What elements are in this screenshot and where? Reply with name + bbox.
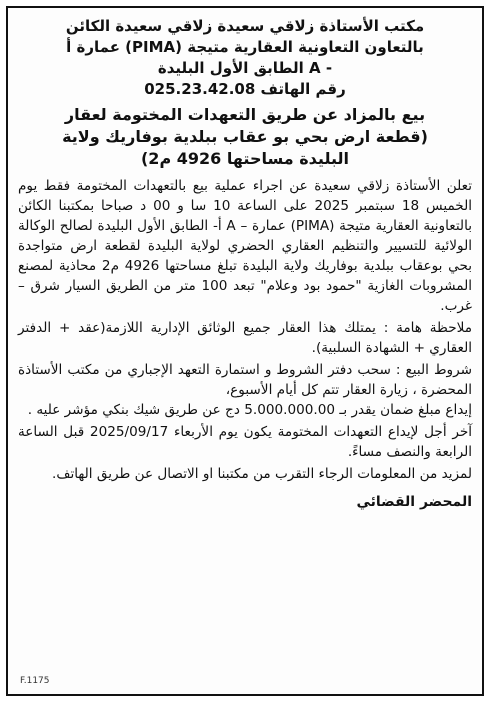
- deposit-conditions: إيداع مبلغ ضمان يقدر بـ 5.000.000.00 دج عن طريق شيك بنكي مؤشر عليه .: [27, 402, 472, 418]
- important-note: ملاحظة هامة : يمتلك هذا العقار جميع الوثائق الإدارية اللازمة(عقد + الدفتر العقاري + الشهادة السلبية).: [18, 320, 472, 356]
- reference-code: F.1175: [20, 676, 50, 686]
- notice-title-line1: بيع بالمزاد عن طريق التعهدات المختومة لعقار: [64, 105, 426, 124]
- announcement-paragraph: تعلن الأستاذة زلاقي سعيدة عن اجراء عملية بيع بالتعهدات المختومة فقط يوم الخميس 18 سبتمبر 2025 على الساعة 10 سا و 00 د صباحا بمكتبنا الكائن بالتعاونية العقارية متيجة (PIMA) عمارة – A أ- الطابق الأول البليدة لصالح الوكالة الولائية للتسيير والتنظيم العقاري الحضري لولاية البليدة لقطعة ارض متواجدة بحي بوعقاب ببلدية بوفاريك ولاية البليدة تبلغ مساحتها 4926 م2 محاذية لمصنع المشروبات الغازية "حمود بود وعلام" تبعد 100 متر من الطريق السيار شرق – غرب.: [18, 178, 473, 314]
- contact-info: لمزيد من المعلومات الرجاء التقرب من مكتبنا او الاتصال عن طريق الهاتف.: [52, 466, 472, 482]
- notice-title-line3: البليدة مساحتها 4926 م2): [140, 149, 350, 168]
- notice-title-line2: (قطعة ارض بحي بو عقاب ببلدية بوفاريك ولاية: [62, 127, 428, 146]
- office-phone: رقم الهاتف 025.23.42.08: [144, 80, 346, 98]
- office-name: مكتب الأستاذة زلاقي سعيدة زلاقي سعيدة الكائن: [65, 17, 425, 35]
- advertisement-content: [18, 16, 472, 510]
- advertisement-frame: [6, 6, 484, 696]
- signature: المحضر القضائي: [356, 494, 472, 510]
- notice-body: [18, 176, 472, 484]
- office-address-line1: بالتعاون التعاونية العقارية متيجة (PIMA) عمارة أ: [66, 38, 424, 56]
- office-address-line2: - A الطابق الأول البليدة: [157, 59, 333, 77]
- sale-conditions: شروط البيع : سحب دفتر الشروط و استمارة التعهد الإجباري من مكتب الأستاذة المحضرة ، زيارة العقار تتم كل أيام الأسبوع،: [18, 362, 472, 398]
- notice-title: [18, 104, 472, 170]
- submission-deadline: آخر أجل لإيداع التعهدات المختومة يكون يوم الأربعاء 2025/09/17 قبل الساعة الرابعة والنصف مساءً.: [18, 424, 473, 460]
